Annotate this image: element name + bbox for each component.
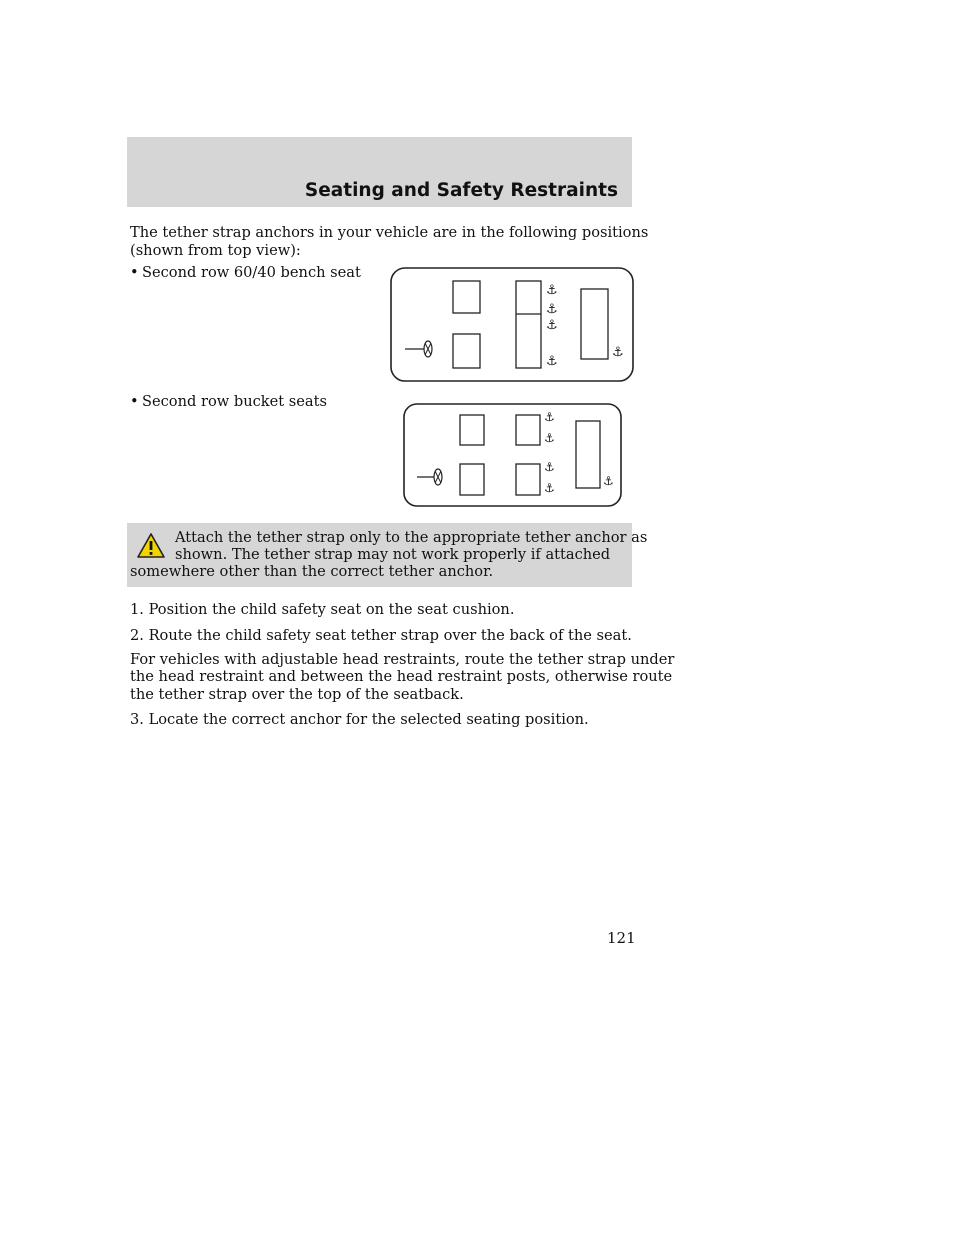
tether-anchor-icon: ⚓ [544,460,555,474]
tether-anchor-icon: ⚓ [546,302,558,317]
bullet-bucket-seats-label: Second row bucket seats [142,393,327,410]
tether-anchor-icon: ⚓ [603,474,614,488]
warning-text-line-3: somewhere other than the correct tether anchor. [130,563,494,580]
warning-triangle-icon [136,532,166,559]
section-header [127,137,632,207]
bullet-dot: • [130,393,139,410]
tether-anchor-icon: ⚓ [546,318,558,333]
warning-text-line-2: shown. The tether strap may not work properly if attached [175,546,611,563]
intro-line-1: The tether strap anchors in your vehicle are in the following positions [130,224,649,241]
front-seat-driver [453,334,480,368]
second-row-bucket-left [516,464,540,495]
bench-seat-anchor-diagram [390,267,634,383]
page-number: 121 [607,929,636,947]
intro-line-2: (shown from top view): [130,242,301,259]
step-1: 1. Position the child safety seat on the seat cushion. [130,601,515,618]
warning-text-line-1: Attach the tether strap only to the appropriate tether anchor as [175,529,648,546]
third-row-seat [576,421,600,488]
front-seat-passenger [460,415,484,445]
step-3: 3. Locate the correct anchor for the selected seating position. [130,711,589,728]
step-2: 2. Route the child safety seat tether strap over the back of the seat. [130,627,632,644]
section-title: Seating and Safety Restraints [304,180,618,201]
third-row-seat [581,289,608,359]
second-row-bench [516,281,541,368]
front-seat-passenger [453,281,480,313]
warning-callout [127,523,648,587]
bullet-bench-seat-label: Second row 60/40 bench seat [142,264,361,281]
tether-anchor-icon: ⚓ [546,283,558,298]
head-restraint-paragraph-line-1: For vehicles with adjustable head restraints, route the tether strap under [130,651,675,668]
tether-anchor-icon: ⚓ [612,345,624,360]
tether-anchor-icon: ⚓ [544,410,555,424]
tether-anchor-icon: ⚓ [544,431,555,445]
head-restraint-paragraph-line-2: the head restraint and between the head restraint posts, otherwise route [130,668,673,685]
bullet-dot: • [130,264,139,281]
second-row-bucket-right [516,415,540,445]
tether-anchor-icon: ⚓ [546,354,558,369]
front-seat-driver [460,464,484,495]
head-restraint-paragraph-line-3: the tether strap over the top of the seatback. [130,686,464,703]
bucket-seats-anchor-diagram [403,403,623,509]
tether-anchor-icon: ⚓ [544,481,555,495]
